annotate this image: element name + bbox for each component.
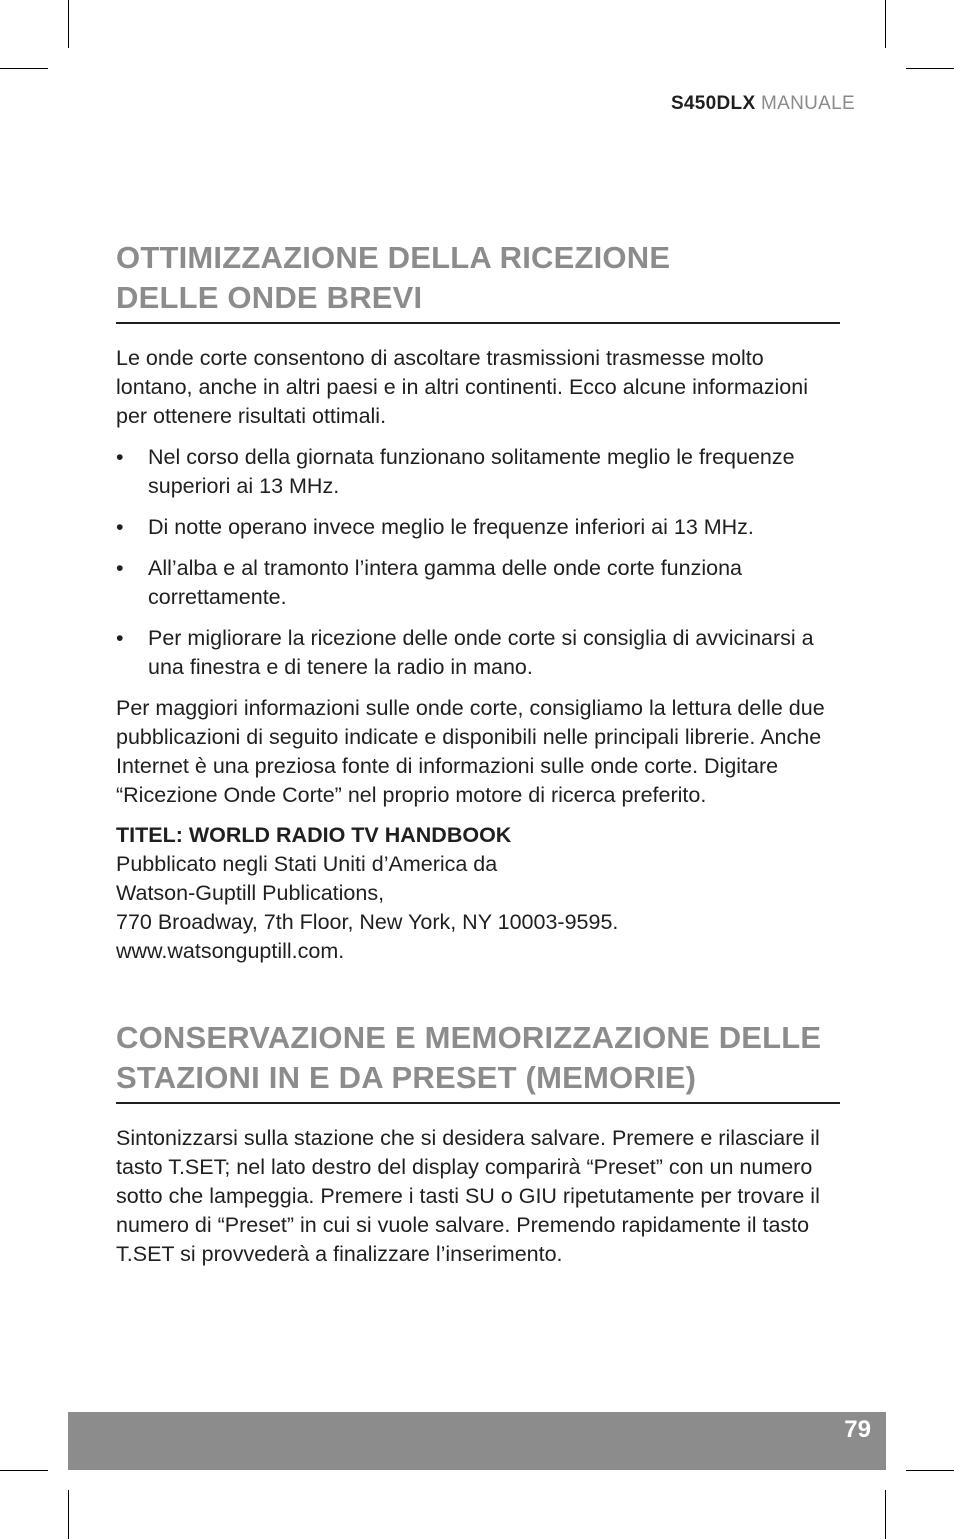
- bullet-icon: •: [116, 444, 124, 469]
- section-divider: [116, 322, 840, 324]
- list-item: [116, 443, 840, 501]
- bullet-icon: •: [116, 555, 124, 580]
- section-title: [116, 238, 840, 318]
- section-title: [116, 1018, 840, 1098]
- publication-url: www.watsonguptill.com.: [116, 938, 345, 963]
- bullet-icon: •: [116, 625, 124, 650]
- section-divider: [116, 1102, 840, 1104]
- section-title-line: STAZIONI IN E DA PRESET (MEMORIE): [116, 1060, 697, 1095]
- crop-mark: [885, 1490, 886, 1539]
- preset-paragraph: Sintonizzarsi sulla stazione che si desidera salvare. Premere e rilasciare il tasto T.SET; nel lato destro del display comparirà “Preset” con un numero sotto che lampeggia. Premere i tasti SU o GIU ripetutamente per trovare il numero di “Preset” in cui si vuole salvare. Premendo rapidamente il tasto T.SET si provvederà a finalizzare l’inserimento.: [116, 1125, 820, 1266]
- model-name: S450DLX: [670, 93, 756, 114]
- list-item-text: Per migliorare la ricezione delle onde corte si consiglia di avvicinarsi a una finestra e di tenere la radio in mano.: [148, 625, 814, 679]
- crop-mark: [0, 1470, 48, 1471]
- section-presets: [116, 1018, 840, 1269]
- list-item: [116, 554, 840, 612]
- publication-title: TITEL: WORLD RADIO TV HANDBOOK: [116, 822, 512, 847]
- crop-mark: [885, 0, 886, 48]
- page-number: 79: [844, 1416, 871, 1443]
- list-item: [116, 624, 840, 682]
- section-title-line: CONSERVAZIONE E MEMORIZZAZIONE DELLE: [116, 1020, 822, 1055]
- publication-line: Watson-Guptill Publications,: [116, 880, 385, 905]
- section-title-line: DELLE ONDE BREVI: [116, 280, 423, 315]
- bullet-icon: •: [116, 514, 124, 539]
- crop-mark: [906, 1470, 954, 1471]
- publication-line: Pubblicato negli Stati Uniti d’America da: [116, 851, 498, 876]
- section-title-line: OTTIMIZZAZIONE DELLA RICEZIONE: [116, 240, 671, 275]
- list-item-text: All’alba e al tramonto l’intera gamma delle onde corte funziona correttamente.: [148, 555, 742, 609]
- more-info-paragraph: Per maggiori informazioni sulle onde corte, consigliamo la lettura delle due pubblicazioni di seguito indicate e disponibili nelle principali librerie. Anche Internet è una preziosa fonte di informazioni sulle onde corte. Digitare “Ricezione Onde Corte” nel proprio motore di ricerca preferito.: [116, 695, 825, 807]
- publication-block: [116, 821, 840, 966]
- list-item-text: Di notte operano invece meglio le frequenze inferiori ai 13 MHz.: [148, 514, 754, 539]
- tips-list: [116, 443, 840, 682]
- manual-label: MANUALE: [761, 93, 855, 114]
- footer-bar: [68, 1412, 886, 1470]
- section-shortwave: [116, 238, 840, 966]
- crop-mark: [906, 68, 954, 69]
- list-item-text: Nel corso della giornata funzionano solitamente meglio le frequenze superiori ai 13 MHz.: [148, 444, 795, 498]
- running-header: [671, 93, 855, 115]
- crop-mark: [68, 1490, 69, 1539]
- publication-line: 770 Broadway, 7th Floor, New York, NY 10003-9595.: [116, 909, 619, 934]
- crop-mark: [0, 68, 48, 69]
- list-item: [116, 513, 840, 542]
- intro-paragraph: Le onde corte consentono di ascoltare trasmissioni trasmesse molto lontano, anche in altri paesi e in altri continenti. Ecco alcune informazioni per ottenere risultati ottimali.: [116, 345, 808, 428]
- crop-mark: [68, 0, 69, 48]
